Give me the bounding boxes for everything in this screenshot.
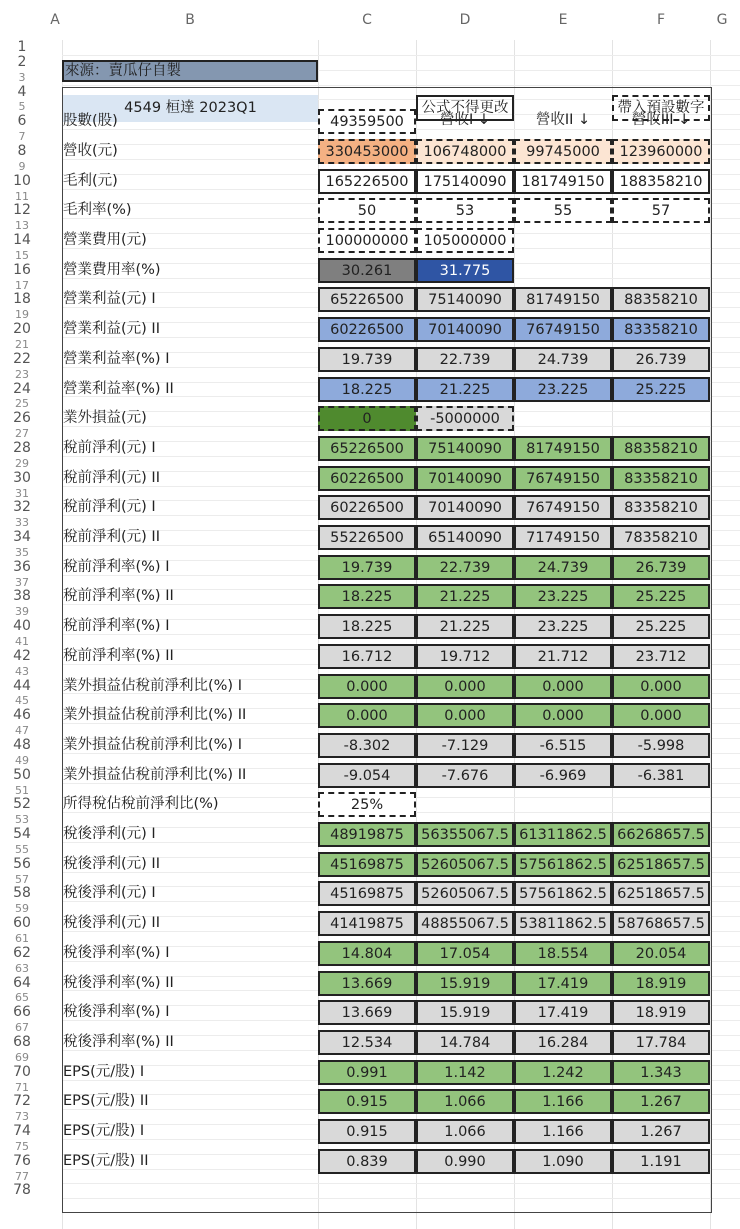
data-cell[interactable]: 181749150 <box>514 169 612 194</box>
row-number[interactable]: 5 <box>18 100 26 114</box>
data-cell[interactable]: 105000000 <box>416 228 514 253</box>
row-label[interactable]: 營業費用(元) <box>63 232 147 249</box>
row-number[interactable]: 31 <box>15 486 29 500</box>
data-cell[interactable]: 61311862.5 <box>514 822 612 847</box>
note-default: 帶入預設數字 <box>617 100 705 116</box>
row-number[interactable]: 47 <box>15 724 29 738</box>
row-number[interactable]: 60 <box>13 915 31 932</box>
data-cell[interactable]: 17.784 <box>612 1030 710 1055</box>
data-cell[interactable]: 16.712 <box>318 644 416 669</box>
data-cell[interactable]: 83358210 <box>612 495 710 520</box>
row-label[interactable]: 稅後淨利率(%) II <box>63 1033 174 1050</box>
row-number[interactable]: 29 <box>15 456 29 470</box>
data-cell[interactable]: 20.054 <box>612 941 710 966</box>
row-number[interactable]: 62 <box>13 944 31 961</box>
row-number[interactable]: 49 <box>15 753 29 767</box>
data-cell[interactable]: 123960000 <box>612 139 710 164</box>
data-cell[interactable]: 50 <box>318 198 416 223</box>
data-cell[interactable]: 1.267 <box>612 1089 710 1114</box>
row-number[interactable]: 42 <box>13 647 31 664</box>
data-cell[interactable]: 81749150 <box>514 287 612 312</box>
data-cell[interactable]: 60226500 <box>318 495 416 520</box>
data-cell[interactable]: 165226500 <box>318 169 416 194</box>
data-cell[interactable]: -5000000 <box>416 406 514 431</box>
row-number[interactable]: 68 <box>13 1033 31 1050</box>
data-cell[interactable]: 45169875 <box>318 852 416 877</box>
data-cell[interactable]: 13.669 <box>318 1000 416 1025</box>
data-cell[interactable]: 25% <box>318 792 416 817</box>
data-cell[interactable]: 58768657.5 <box>612 911 710 936</box>
row-label[interactable]: 業外損益佔稅前淨利比(%) I <box>63 736 242 753</box>
data-cell[interactable]: 75140090 <box>416 436 514 461</box>
data-cell[interactable]: 21.712 <box>514 644 612 669</box>
row-label[interactable]: 稅前淨利率(%) II <box>63 647 174 664</box>
data-cell[interactable]: 0.000 <box>514 674 612 699</box>
row-label[interactable]: 稅後淨利率(%) I <box>63 944 170 961</box>
data-cell[interactable]: 1.242 <box>514 1060 612 1085</box>
row-label[interactable]: 稅後淨利率(%) II <box>63 974 174 991</box>
data-cell[interactable]: 18.225 <box>318 614 416 639</box>
data-cell[interactable]: 0 <box>318 406 416 431</box>
source-label: 來源：賣瓜仔自製 <box>65 63 181 79</box>
column-header-f[interactable]: F <box>656 12 666 28</box>
data-cell[interactable]: 76749150 <box>514 495 612 520</box>
row-label[interactable]: 毛利率(%) <box>63 202 132 219</box>
row-number[interactable]: 20 <box>13 321 31 338</box>
data-cell[interactable]: 23.225 <box>514 584 612 609</box>
row-label[interactable]: EPS(元/股) II <box>63 1152 149 1169</box>
data-cell[interactable]: 0.000 <box>318 703 416 728</box>
data-cell[interactable]: 0.000 <box>318 674 416 699</box>
data-cell[interactable]: 0.000 <box>416 703 514 728</box>
row-number[interactable]: 14 <box>13 232 31 249</box>
row-number[interactable]: 53 <box>15 813 29 827</box>
data-cell[interactable]: 330453000 <box>318 139 416 164</box>
data-cell[interactable]: 23.712 <box>612 644 710 669</box>
row-number[interactable]: 67 <box>15 1021 29 1035</box>
row-label[interactable]: 稅後淨利(元) II <box>63 915 160 932</box>
data-cell[interactable]: 19.739 <box>318 555 416 580</box>
data-cell[interactable]: 1.066 <box>416 1089 514 1114</box>
row-label[interactable]: 毛利(元) <box>63 172 118 189</box>
data-cell[interactable]: 60226500 <box>318 317 416 342</box>
data-cell[interactable]: 0.991 <box>318 1060 416 1085</box>
data-cell[interactable]: 65140090 <box>416 525 514 550</box>
row-number[interactable]: 12 <box>13 202 31 219</box>
data-cell[interactable]: 24.739 <box>514 555 612 580</box>
data-cell[interactable]: -6.969 <box>514 763 612 788</box>
row-number[interactable]: 6 <box>17 113 27 130</box>
row-number[interactable]: 65 <box>15 991 29 1005</box>
data-cell[interactable]: 175140090 <box>416 169 514 194</box>
row-number[interactable]: 52 <box>13 796 31 813</box>
row-number[interactable]: 75 <box>15 1139 29 1153</box>
data-cell[interactable]: 70140090 <box>416 495 514 520</box>
data-cell[interactable]: -7.129 <box>416 733 514 758</box>
column-header-e[interactable]: E <box>558 12 568 28</box>
data-cell[interactable]: 19.739 <box>318 347 416 372</box>
row-number[interactable]: 22 <box>13 350 31 367</box>
data-cell[interactable]: 17.419 <box>514 971 612 996</box>
data-cell[interactable]: 15.919 <box>416 1000 514 1025</box>
data-cell[interactable]: 15.919 <box>416 971 514 996</box>
data-cell[interactable]: 41419875 <box>318 911 416 936</box>
row-label[interactable]: 稅前淨利(元) I <box>63 439 156 456</box>
row-number[interactable]: 1 <box>17 39 27 55</box>
row-label[interactable]: 營業利益率(%) I <box>63 350 170 367</box>
row-number[interactable]: 36 <box>13 558 31 575</box>
row-number[interactable]: 13 <box>15 219 29 233</box>
row-number[interactable]: 73 <box>15 1110 29 1124</box>
row-label[interactable]: 營業利益(元) II <box>63 321 160 338</box>
row-label[interactable]: 業外損益佔稅前淨利比(%) I <box>63 677 242 694</box>
data-cell[interactable]: 0.000 <box>514 703 612 728</box>
data-cell[interactable]: 21.225 <box>416 614 514 639</box>
data-cell[interactable]: 23.225 <box>514 614 612 639</box>
data-cell[interactable]: 25.225 <box>612 584 710 609</box>
row-number[interactable]: 70 <box>13 1063 31 1080</box>
data-cell[interactable]: 66268657.5 <box>612 822 710 847</box>
data-cell[interactable]: 18.225 <box>318 377 416 402</box>
data-cell[interactable]: 53 <box>416 198 514 223</box>
data-cell[interactable]: 56355067.5 <box>416 822 514 847</box>
row-label[interactable]: 稅前淨利率(%) II <box>63 588 174 605</box>
row-label[interactable]: 稅後淨利率(%) I <box>63 1004 170 1021</box>
data-cell[interactable]: 70140090 <box>416 317 514 342</box>
data-cell[interactable]: 62518657.5 <box>612 881 710 906</box>
row-number[interactable]: 28 <box>13 439 31 456</box>
data-cell[interactable]: 1.343 <box>612 1060 710 1085</box>
data-cell[interactable]: 18.919 <box>612 971 710 996</box>
row-label[interactable]: 所得稅佔稅前淨利比(%) <box>63 796 219 813</box>
row-number[interactable]: 16 <box>13 261 31 278</box>
row-number[interactable]: 8 <box>17 142 27 159</box>
gridline <box>62 85 740 86</box>
data-cell[interactable]: 55226500 <box>318 525 416 550</box>
data-cell[interactable]: 營收II ↓ <box>535 112 591 129</box>
data-cell[interactable]: 17.419 <box>514 1000 612 1025</box>
data-cell[interactable]: 0.990 <box>416 1149 514 1174</box>
data-cell[interactable]: 75140090 <box>416 287 514 312</box>
row-number[interactable]: 3 <box>18 70 26 84</box>
data-cell[interactable]: 99745000 <box>514 139 612 164</box>
row-number[interactable]: 44 <box>13 677 31 694</box>
data-cell[interactable]: 70140090 <box>416 466 514 491</box>
data-cell[interactable]: 106748000 <box>416 139 514 164</box>
data-cell[interactable]: 0.839 <box>318 1149 416 1174</box>
row-label[interactable]: 營業利益率(%) II <box>63 380 174 397</box>
row-number[interactable]: 76 <box>13 1152 31 1169</box>
data-cell[interactable]: 48919875 <box>318 822 416 847</box>
row-number[interactable]: 24 <box>13 380 31 397</box>
data-cell[interactable]: 57561862.5 <box>514 852 612 877</box>
gridline <box>62 55 740 56</box>
row-number[interactable]: 78 <box>13 1182 31 1199</box>
row-number[interactable]: 77 <box>15 1169 29 1183</box>
data-cell[interactable]: 14.804 <box>318 941 416 966</box>
row-number[interactable]: 69 <box>15 1050 29 1064</box>
row-number[interactable]: 25 <box>15 397 29 411</box>
row-number[interactable]: 4 <box>17 83 27 100</box>
row-number[interactable]: 15 <box>15 248 29 262</box>
row-number[interactable]: 11 <box>15 189 29 203</box>
row-number[interactable]: 40 <box>13 618 31 635</box>
row-number[interactable]: 26 <box>13 410 31 427</box>
row-number[interactable]: 54 <box>13 826 31 843</box>
data-cell[interactable]: 1.166 <box>514 1119 612 1144</box>
data-cell[interactable]: 12.534 <box>318 1030 416 1055</box>
data-cell[interactable]: 188358210 <box>612 169 710 194</box>
data-cell[interactable]: 30.261 <box>318 258 416 283</box>
data-cell[interactable]: 26.739 <box>612 347 710 372</box>
data-cell[interactable]: 55 <box>514 198 612 223</box>
row-label[interactable]: EPS(元/股) I <box>63 1123 145 1140</box>
row-number[interactable]: 55 <box>15 842 29 856</box>
row-label[interactable]: 稅前淨利率(%) I <box>63 618 170 635</box>
data-cell[interactable]: 0.000 <box>416 674 514 699</box>
column-header-c[interactable]: C <box>362 12 372 28</box>
data-cell[interactable]: 營收I ↓ <box>439 112 491 129</box>
data-cell[interactable]: -6.515 <box>514 733 612 758</box>
row-number[interactable]: 35 <box>15 545 29 559</box>
row-number[interactable]: 59 <box>15 902 29 916</box>
column-header-g[interactable]: G <box>716 12 728 28</box>
row-number[interactable]: 48 <box>13 736 31 753</box>
data-cell[interactable]: 49359500 <box>318 109 416 134</box>
row-number[interactable]: 50 <box>13 766 31 783</box>
row-label[interactable]: 營業費用率(%) <box>63 261 161 278</box>
row-number[interactable]: 30 <box>13 469 31 486</box>
data-cell[interactable]: 1.267 <box>612 1119 710 1144</box>
data-cell[interactable]: 76749150 <box>514 317 612 342</box>
data-cell[interactable]: 14.784 <box>416 1030 514 1055</box>
row-number[interactable]: 74 <box>13 1123 31 1140</box>
data-cell[interactable]: 57561862.5 <box>514 881 612 906</box>
data-cell[interactable]: 22.739 <box>416 555 514 580</box>
data-cell[interactable]: 83358210 <box>612 466 710 491</box>
data-cell[interactable]: 48855067.5 <box>416 911 514 936</box>
data-cell[interactable]: 76749150 <box>514 466 612 491</box>
row-number[interactable]: 45 <box>15 694 29 708</box>
data-cell[interactable]: 1.166 <box>514 1089 612 1114</box>
data-cell[interactable]: -7.676 <box>416 763 514 788</box>
data-cell[interactable]: 21.225 <box>416 584 514 609</box>
data-cell[interactable]: 62518657.5 <box>612 852 710 877</box>
data-cell[interactable]: 81749150 <box>514 436 612 461</box>
row-label[interactable]: 營業利益(元) I <box>63 291 156 308</box>
row-number[interactable]: 2 <box>17 53 27 70</box>
note-formula: 公式不得更改 <box>421 100 509 116</box>
source-label-cell[interactable] <box>62 60 318 82</box>
row-number[interactable]: 61 <box>15 932 29 945</box>
data-cell[interactable]: -6.381 <box>612 763 710 788</box>
data-cell[interactable]: 52605067.5 <box>416 852 514 877</box>
row-number[interactable]: 46 <box>13 707 31 724</box>
data-cell[interactable]: 71749150 <box>514 525 612 550</box>
column-header-a[interactable]: A <box>50 12 60 28</box>
row-label[interactable]: 稅後淨利(元) II <box>63 855 160 872</box>
data-cell[interactable]: 25.225 <box>612 377 710 402</box>
row-number[interactable]: 66 <box>13 1004 31 1021</box>
data-cell[interactable]: 16.284 <box>514 1030 612 1055</box>
row-number[interactable]: 23 <box>15 367 29 381</box>
row-number[interactable]: 18 <box>13 291 31 308</box>
data-cell[interactable]: 57 <box>612 198 710 223</box>
row-label[interactable]: 稅前淨利(元) I <box>63 499 156 516</box>
row-number[interactable]: 32 <box>13 499 31 516</box>
data-cell[interactable]: 22.739 <box>416 347 514 372</box>
row-label[interactable]: 稅後淨利(元) I <box>63 826 156 843</box>
data-cell[interactable]: 88358210 <box>612 436 710 461</box>
data-cell[interactable]: 營收III ↓ <box>631 112 691 129</box>
row-label[interactable]: EPS(元/股) I <box>63 1063 145 1080</box>
row-number[interactable]: 10 <box>13 172 31 189</box>
row-label[interactable]: 業外損益(元) <box>63 410 147 427</box>
data-cell[interactable]: 45169875 <box>318 881 416 906</box>
data-cell[interactable]: -9.054 <box>318 763 416 788</box>
data-cell[interactable]: 31.775 <box>416 258 514 283</box>
row-label[interactable]: 業外損益佔稅前淨利比(%) II <box>63 766 247 783</box>
row-number[interactable]: 58 <box>13 885 31 902</box>
row-label[interactable]: 稅前淨利(元) II <box>63 529 160 546</box>
data-cell[interactable]: 18.225 <box>318 584 416 609</box>
data-cell[interactable]: 18.554 <box>514 941 612 966</box>
row-label[interactable]: 業外損益佔稅前淨利比(%) II <box>63 707 247 724</box>
row-number[interactable]: 27 <box>15 427 29 441</box>
data-cell[interactable]: 23.225 <box>514 377 612 402</box>
row-number[interactable]: 63 <box>15 961 29 975</box>
data-cell[interactable]: 83358210 <box>612 317 710 342</box>
data-cell[interactable]: -8.302 <box>318 733 416 758</box>
data-cell[interactable]: 18.919 <box>612 1000 710 1025</box>
row-label[interactable]: 稅前淨利(元) II <box>63 469 160 486</box>
row-number[interactable]: 17 <box>15 278 29 292</box>
data-cell[interactable]: 1.090 <box>514 1149 612 1174</box>
row-number[interactable]: 64 <box>13 974 31 991</box>
data-cell[interactable]: 26.739 <box>612 555 710 580</box>
row-number[interactable]: 34 <box>13 529 31 546</box>
row-number[interactable]: 43 <box>15 664 29 678</box>
data-cell[interactable]: 78358210 <box>612 525 710 550</box>
data-cell[interactable]: 60226500 <box>318 466 416 491</box>
row-number[interactable]: 33 <box>15 516 29 530</box>
row-number[interactable]: 51 <box>15 783 29 797</box>
data-cell[interactable]: 0.000 <box>612 703 710 728</box>
data-cell[interactable]: 13.669 <box>318 971 416 996</box>
data-cell[interactable]: 65226500 <box>318 287 416 312</box>
row-number[interactable]: 72 <box>13 1093 31 1110</box>
row-label[interactable]: 稅後淨利(元) I <box>63 885 156 902</box>
data-cell[interactable]: 0.915 <box>318 1119 416 1144</box>
data-cell[interactable]: 24.739 <box>514 347 612 372</box>
data-cell[interactable]: -5.998 <box>612 733 710 758</box>
row-number[interactable]: 39 <box>15 605 29 619</box>
data-cell[interactable]: 53811862.5 <box>514 911 612 936</box>
data-cell[interactable]: 0.000 <box>612 674 710 699</box>
data-cell[interactable]: 21.225 <box>416 377 514 402</box>
data-cell[interactable]: 0.915 <box>318 1089 416 1114</box>
data-cell[interactable]: 100000000 <box>318 228 416 253</box>
data-cell[interactable]: 25.225 <box>612 614 710 639</box>
column-header-b[interactable]: B <box>185 12 195 28</box>
data-cell[interactable]: 52605067.5 <box>416 881 514 906</box>
row-label[interactable]: 股數(股) <box>63 113 118 130</box>
row-number[interactable]: 71 <box>15 1080 29 1094</box>
data-cell[interactable]: 1.191 <box>612 1149 710 1174</box>
data-cell[interactable]: 88358210 <box>612 287 710 312</box>
row-label[interactable]: 稅前淨利率(%) I <box>63 558 170 575</box>
data-cell[interactable]: 17.054 <box>416 941 514 966</box>
row-number[interactable]: 19 <box>15 308 29 322</box>
row-number[interactable]: 38 <box>13 588 31 605</box>
row-label[interactable]: EPS(元/股) II <box>63 1093 149 1110</box>
data-cell[interactable]: 1.066 <box>416 1119 514 1144</box>
row-number[interactable]: 41 <box>15 635 29 648</box>
row-number[interactable]: 9 <box>18 159 26 173</box>
data-cell[interactable]: 1.142 <box>416 1060 514 1085</box>
row-number[interactable]: 56 <box>13 855 31 872</box>
row-number[interactable]: 57 <box>15 872 29 886</box>
column-header-d[interactable]: D <box>459 12 471 28</box>
row-number[interactable]: 21 <box>15 338 29 351</box>
stock-label: 4549 桓達 2023Q1 <box>124 100 257 116</box>
data-cell[interactable]: 19.712 <box>416 644 514 669</box>
row-label[interactable]: 營收(元) <box>63 142 118 159</box>
row-number[interactable]: 7 <box>18 130 26 144</box>
data-cell[interactable]: 65226500 <box>318 436 416 461</box>
row-number[interactable]: 37 <box>15 575 29 589</box>
